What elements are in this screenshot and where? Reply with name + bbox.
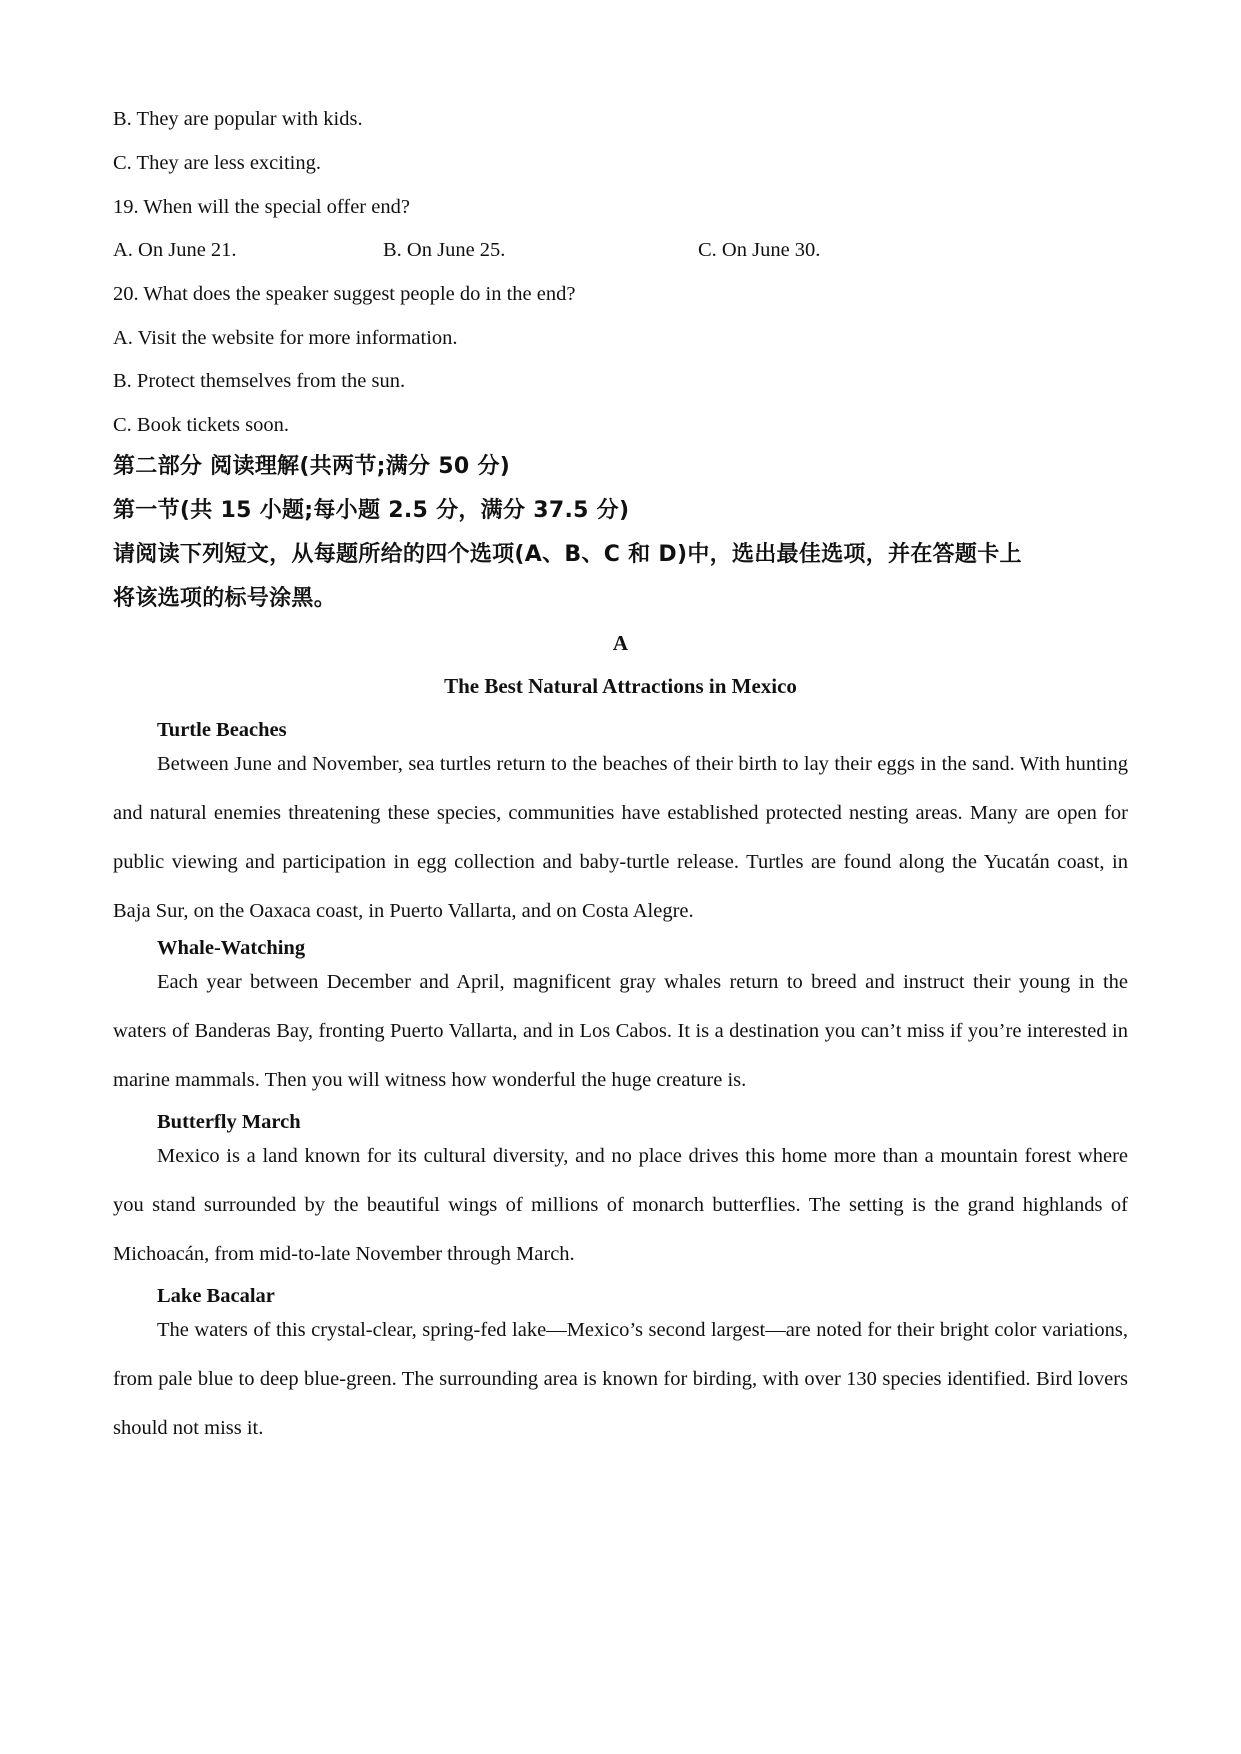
- passage-letter: A: [612, 631, 629, 655]
- q20-option-c: C. Book tickets soon.: [113, 414, 289, 436]
- section-heading-turtle-beaches: Turtle Beaches: [157, 719, 287, 741]
- q19-option-b: B. On June 25.: [383, 239, 506, 261]
- section-text-lake-bacalar: The waters of this crystal-clear, spring-fed lake—Mexico’s second largest—are noted for their bright color variations, from pale blue to deep blue-green. The surrounding area is known for birding, with over 130 species identified. Bird lovers should not miss it.: [113, 1319, 1128, 1439]
- q20-question: 20. What does the speaker suggest people do in the end?: [113, 283, 576, 305]
- section-text-whale-watching: Each year between December and April, magnificent gray whales return to breed and instruct their young in the waters of Banderas Bay, fronting Puerto Vallarta, and in Los Cabos. It is a destination you can’t miss if you’re interested in marine mammals. Then you will witness how wonderful the huge creature is.: [113, 971, 1128, 1091]
- q20-option-b: B. Protect themselves from the sun.: [113, 370, 406, 392]
- q19-options: [113, 237, 1133, 263]
- q19-option-c: C. On June 30.: [698, 239, 821, 261]
- section-text-butterfly-march: Mexico is a land known for its cultural diversity, and no place drives this home more than a mountain forest where you stand surrounded by the beautiful wings of millions of monarch butterflies. The setting is the grand highlands of Michoacán, from mid-to-late November through March.: [113, 1145, 1128, 1265]
- instruction-line-1: 请阅读下列短文，从每题所给的四个选项(A、B、C 和 D)中，选出最佳选项，并在答题卡上: [113, 542, 1022, 567]
- section-text-turtle-beaches: Between June and November, sea turtles return to the beaches of their birth to lay their eggs in the sand. With hunting and natural enemies threatening these species, communities have established protected nesting areas. Many are open for public viewing and participation in egg collection and baby-turtle release. Turtles are found along the Yucatán coast, in Baja Sur, on the Oaxaca coast, in Puerto Vallarta, and on Costa Alegre.: [113, 753, 1128, 922]
- q18-option-b: B. They are popular with kids.: [113, 108, 363, 130]
- section-heading-lake-bacalar: Lake Bacalar: [157, 1285, 275, 1307]
- part-title: 第二部分 阅读理解(共两节;满分 50 分): [113, 454, 511, 479]
- subsection-title: 第一节(共 15 小题;每小题 2.5 分，满分 37.5 分): [113, 498, 630, 523]
- q18-option-c: C. They are less exciting.: [113, 152, 321, 174]
- instruction-line-2: 将该选项的标号涂黑。: [113, 586, 337, 611]
- q19-question: 19. When will the special offer end?: [113, 196, 410, 218]
- passage-title: The Best Natural Attractions in Mexico: [444, 674, 797, 698]
- q19-option-a: A. On June 21.: [113, 239, 237, 261]
- section-heading-whale-watching: Whale-Watching: [157, 937, 306, 959]
- section-heading-butterfly-march: Butterfly March: [157, 1111, 301, 1133]
- q20-option-a: A. Visit the website for more information.: [113, 327, 458, 349]
